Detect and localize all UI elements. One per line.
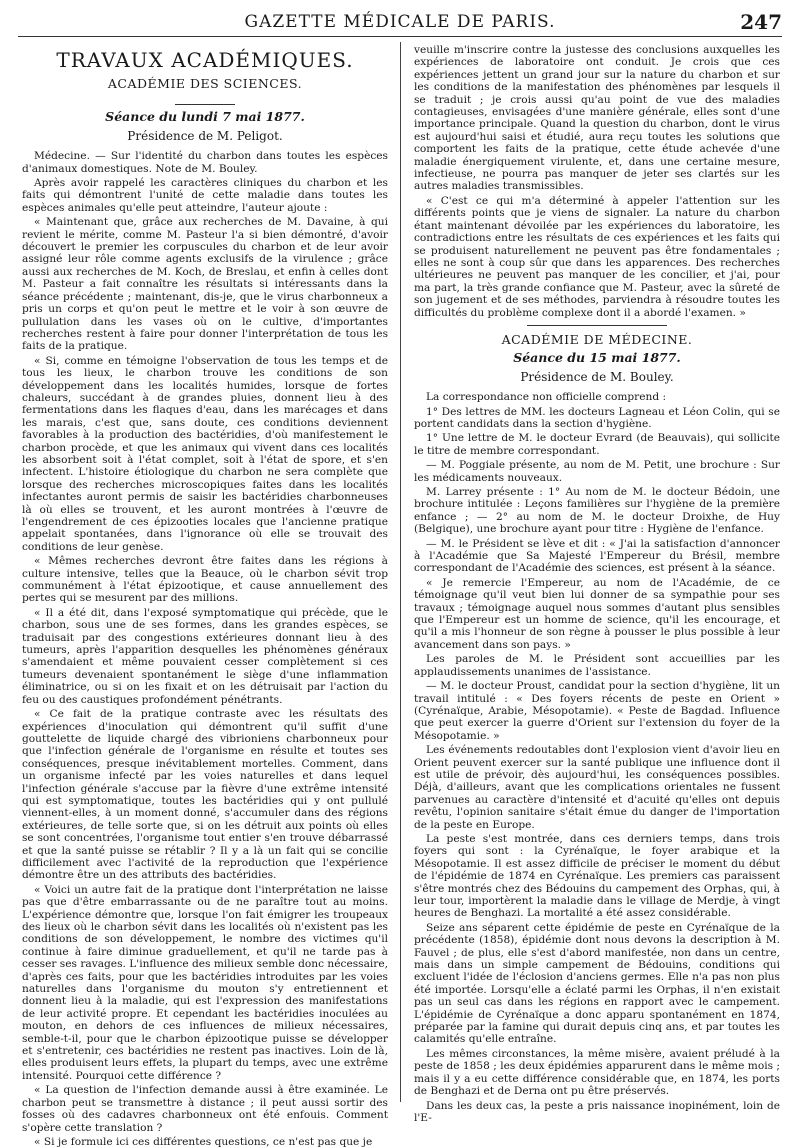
paragraph: La peste s'est montrée, dans ces derniers temps, dans trois foyers qui sont : la Cyrénaïque, le foyer arabique et la Mésopotamie. Il est assez difficile de préciser le moment du début de l'épidémie de 1874 en Cyrénaïque. Les premiers cas paraissent s'être montrés chez des Bédouins du campement des Orphas, qui, à leur tour, importèrent la maladie dans le village de Merdje, à vingt heures de Benghazi. La mortalité a été assez considérable.: [414, 832, 780, 920]
paragraph: Les mêmes circonstances, la même misère, avaient préludé à la peste de 1858 ; les deux épidémies apparurent dans le même mois ; mais il y a eu cette différence considérable que, en 1874, les ports de Benghazi et de Derna ont pu être préservés.: [414, 1047, 780, 1098]
paragraph: « Voici un autre fait de la pratique dont l'interprétation ne laisse pas que d'être embarrassante ou de ne paraître tout au moins. L'expérience démontre que, lorsque l'on fait émigrer les troupeaux des lieux où le charbon sévit dans les localités où n'existent pas les conditions de son développement, le nombre des victimes qu'il continue à faire diminue graduellement, et qu'il ne tarde pas à cesser ses ravages. L'influence des milieux semble donc nécessaire, d'après ces faits, pour que les bactéridies introduites par les voies naturelles dans l'organisme du mouton s'y entretiennent et donnent lieu à la maladie, qui est l'expression des manifestations de leur activité propre. Et cependant les bactéridies inoculées au mouton, en dehors de ces influences de milieux nécessaires, semble-t-il, pour que le charbon épizootique puisse se développer et s'entretenir, ces bactéridies ne restent pas inactives. Loin de là, elles produisent leurs effets, la plupart du temps, avec une extrême intensité. Pourquoi cette différence ?: [22, 883, 388, 1082]
header-rule: [18, 36, 782, 37]
paragraph: « C'est ce qui m'a déterminé à appeler l'attention sur les différents points que je viens de signaler. La nature du charbon étant maintenant dévoilée par les expériences du laboratoire, les contradictions entre les résultats de ces expériences et les faits qui se produisent naturellement ne peuvent pas être fondamentales ; elles ne sont à coup sûr que dans les apparences. Des recherches ultérieures ne peuvent pas manquer de les concilier, et j'ai, pour ma part, la très grande confiance que M. Pasteur, avec la sûreté de son jugement et de ses méthodes, parviendra à résoudre toutes les difficultés du problème complexe dont il a abordé l'examen. »: [414, 194, 780, 319]
paragraph: La correspondance non officielle comprend :: [426, 391, 667, 404]
paragraph: M. Larrey présente : 1° Au nom de M. le docteur Bédoin, une brochure intitulée : Leçons familières sur l'hygiène de la première enfance ; — 2° au nom de M. le docteur Droixhe, de Huy (Belgique), une brochure ayant pour titre : Hygiène de l'enfance.: [414, 486, 780, 536]
paragraph: Dans les deux cas, la peste a pris naissance inopinément, loin de l'E-: [414, 1099, 780, 1124]
paragraph: 1° Une lettre de M. le docteur Evrard (de Beauvais), qui sollicite le titre de membre correspondant.: [414, 432, 780, 457]
president-line: Présidence de M. Peligot.: [127, 128, 283, 143]
paragraph: Seize ans séparent cette épidémie de peste en Cyrénaïque de la précédente (1858), épidémie dont nous devons la description à M. Fauvel ; de plus, elle s'est d'abord manifestée, non dans un centre, mais dans un simple campement de Bédouins, conditions qui excluent l'idée de l'éclosion d'anciens germes. Elle n'a pas non plus été importée. Lorsqu'elle a éclaté parmi les Orphas, il n'en existait pas un seul cas dans les régions en rapport avec le campement. L'épidémie de Cyrénaïque a donc apparu spontanément en 1874, préparée par la famine qui durait depuis cinq ans, et par toutes les calamités qu'elle entraîne.: [414, 921, 780, 1046]
paragraph: « Si, comme en témoigne l'observation de tous les temps et de tous les lieux, le charbon trouve les conditions de son développement dans les localités humides, lorsque de fortes chaleurs, succédant à de grandes pluies, donnent lieu à des fermentations dans les flaques d'eau, dans les marécages et dans les marais, c'est que, sans doute, ces conditions deviennent favorables à la production des bactéridies, d'où manifestement le charbon procède, et que les animaux qui vivent dans ces localités les absorbent soit à l'état complet, soit à l'état de spore, et s'en infectent. L'histoire étiologique du charbon ne sera complète que lorsque des recherches microscopiques faites dans les localités infectantes auront permis de saisir les bactéridies charbonneuses là où elles se trouvent, et les auront montrées à l'œuvre de l'engendrement de ces épizooties locales que l'ancienne pratique appelait spontanées, dans l'ignorance où elle se trouvait des conditions de leur genèse.: [22, 354, 388, 553]
paragraph: Les paroles de M. le Président sont accueillies par les applaudissements unanimes de l'assistance.: [414, 653, 780, 678]
paragraph: « Je remercie l'Empereur, au nom de l'Académie, de ce témoignage qu'il veut bien lui donner de sa sympathie pour ses travaux ; témoignage auquel nous sommes d'autant plus sensibles que l'Empereur est un homme de science, qu'il les encourage, et qu'il a mis l'honneur de son règne à pousser le plus possible à leur avancement dans son pays. »: [414, 576, 780, 651]
paragraph: veuille m'inscrire contre la justesse des conclusions auxquelles les expériences de laboratoire ont conduit. Je crois que ces expériences jettent un grand jour sur la nature du charbon et sur les conditions de la manifestation des phénomènes par lesquels il se traduit ; je crois aussi qu'au point de vue des maladies contagieuses, envisagées d'une manière générale, elles sont d'une importance principale. Quand la question du charbon, dont le virus est aujourd'hui saisi et étudié, aura reçu toutes les solutions que comportent les faits de la pratique, cette étude achevée d'une maladie énergiquement virulente, et, dans une certaine mesure, infectieuse, ne pourra pas manquer de jeter ses clartés sur les autres maladies transmissibles.: [414, 44, 780, 193]
paragraph: Après avoir rappelé les caractères cliniques du charbon et les faits qui démontrent l'unité de cette maladie dans toutes les espèces animales qu'elle peut atteindre, l'auteur ajoute :: [22, 177, 388, 214]
president-line: Présidence de M. Bouley.: [520, 369, 674, 384]
academy-sciences-heading: ACADÉMIE DES SCIENCES.: [107, 76, 303, 91]
section-title: TRAVAUX ACADÉMIQUES.: [56, 48, 354, 72]
paragraph: « Maintenant que, grâce aux recherches de M. Davaine, à qui revient le mérite, comme M. Pasteur l'a si bien démontré, d'avoir découvert le premier les corpuscules du charbon et de leur avoir assigné leur rôle comme agents exclusifs de la virulence ; grâce aussi aux recherches de M. Koch, de Breslau, et enfin à celles dont M. Pasteur a fait connaître les résultats si intéressants dans la séance précédente ; maintenant, dis-je, que le virus charbonneux a pris un corps et qu'on peut le mettre et le voir à son œuvre de pullulation dans les vases où on le cultive, d'importantes recherches restent à faire pour donner l'interprétation de tous les faits de la pratique.: [22, 216, 388, 353]
academy-medecine-heading: ACADÉMIE DE MÉDECINE.: [501, 331, 693, 347]
paragraph: « Il a été dit, dans l'exposé symptomatique qui précède, que le charbon, sous une de ses formes, dans les grandes espèces, se traduisait par des congestions extérieures donnant lieu à des tumeurs, après l'apparition desquelles les phénomènes généraux s'amendaient et même pouvaient cesser complètement si ces tumeurs devenaient spontanément le siège d'une inflammation éliminatrice, ou si on les fixait et on les détruisait par l'action du feu ou des caustiques profondément pénétrants.: [22, 606, 388, 706]
paragraph: « La question de l'infection demande aussi à être examinée. Le charbon peut se transmettre à distance ; il peut aussi sortir des fosses où des cadavres charbonneux ont été enfouis. Comment s'opère cette translation ?: [22, 1084, 388, 1134]
separator-rule: [527, 325, 667, 326]
page-number: 247: [740, 10, 782, 34]
seance-heading: Séance du lundi 7 mai 1877.: [105, 109, 305, 125]
paragraph: Les événements redoutables dont l'explosion vient d'avoir lieu en Orient peuvent exercer sur la santé publique une influence dont il est utile de prévoir, dès aujourd'hui, les conséquences possibles. Déjà, d'ailleurs, avant que les complications orientales ne fussent parvenues au caractère d'intensité et d'acuité qu'elles ont depuis revêtu, l'opinion sanitaire s'était émue du danger de l'importation de la peste en Europe.: [414, 744, 780, 831]
column-divider: [400, 42, 401, 1102]
paragraph: 1° Des lettres de MM. les docteurs Lagneau et Léon Colin, qui se portent candidats dans la section d'hygiène.: [414, 405, 780, 430]
seance-heading: Séance du 15 mai 1877.: [513, 350, 681, 366]
paragraph: — M. le Président se lève et dit : « J'ai la satisfaction d'annoncer à l'Académie que Sa Majesté l'Empereur du Brésil, membre correspondant de l'Académie des sciences, est présent à la séance.: [414, 537, 780, 575]
paragraph: « Ce fait de la pratique contraste avec les résultats des expériences d'inoculation qui démontrent qu'il suffit d'une gouttelette de liquide chargé des vibrioniens charbonneux pour que l'infection générale de l'organisme en résulte et toutes ses conséquences, presque inévitablement mortelles. Comment, dans un organisme infecté par les voies naturelles et dans lequel l'infection générale s'accuse par la fièvre d'une extrême intensité qui est symptomatique, toutes les bactéridies qui y ont pullulé viennent-elles, à un moment donné, s'accumuler dans des régions extérieures, de telle sorte que, si on les détruit aux points où elles se sont concentrées, l'organisme tout entier s'en trouve débarrassé et que la santé puisse se rétablir ? Il y a là un fait qui se concilie difficilement avec l'activité de la reproduction que l'expérience démontre être un des attributs des bactéridies.: [22, 708, 388, 882]
left-column: [22, 44, 388, 1148]
paragraph: « Mêmes recherches devront être faites dans les régions à culture intensive, telles que la Beauce, où le charbon sévit trop communément à l'état épizootique, et cause annuellement des pertes qui se mesurent par des millions.: [22, 555, 388, 605]
page-header: [18, 10, 782, 34]
running-title: GAZETTE MÉDICALE DE PARIS.: [244, 12, 556, 32]
paragraph: — M. Poggiale présente, au nom de M. Petit, une brochure : Sur les médicaments nouveaux.: [414, 459, 780, 484]
separator-rule: [175, 104, 235, 105]
paragraph: « Si je formule ici ces différentes questions, ce n'est pas que je: [34, 1135, 373, 1148]
paragraph: — M. le docteur Proust, candidat pour la section d'hygiène, lit un travail intitulé : « Des foyers récents de peste en Orient » (Cyrénaïque, Arabie, Mésopotamie). « Peste de Bagdad. Influence que peut exercer la guerre d'Orient sur l'extension du foyer de la Mésopotamie. »: [414, 680, 780, 742]
article-title: Médecine. — Sur l'identité du charbon dans toutes les espèces d'animaux domestiques. Note de M. Bouley.: [22, 150, 388, 175]
right-column: [414, 44, 780, 1124]
